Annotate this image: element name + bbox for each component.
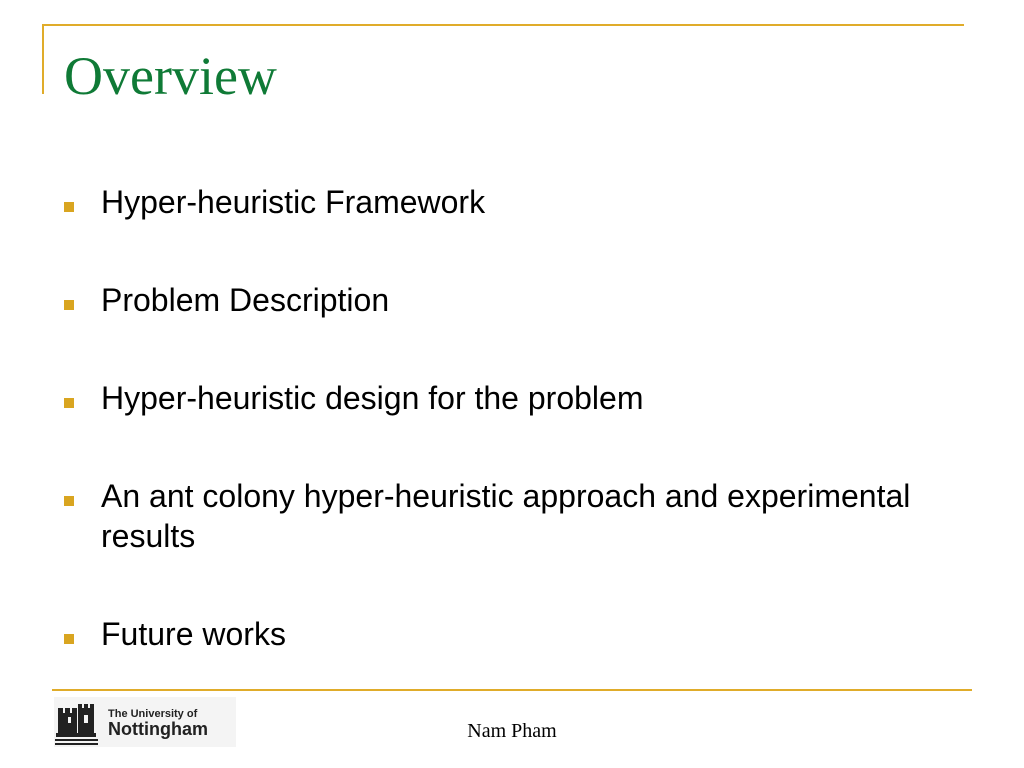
square-bullet-icon bbox=[64, 634, 74, 644]
bullet-text: Hyper-heuristic Framework bbox=[101, 184, 486, 220]
bullet-text: Problem Description bbox=[101, 282, 390, 318]
bullet-item bbox=[64, 182, 964, 222]
bullet-list bbox=[64, 182, 964, 654]
square-bullet-icon bbox=[64, 496, 74, 506]
slide-title: Overview bbox=[64, 46, 277, 106]
bullet-text: An ant colony hyper-heuristic approach and experimental results bbox=[101, 478, 911, 554]
bullet-item bbox=[64, 614, 964, 654]
logo-line2: Nottingham bbox=[108, 719, 208, 739]
logo-line1: The University of bbox=[108, 708, 198, 720]
bullet-item bbox=[64, 476, 964, 556]
title-frame-top-rule bbox=[42, 24, 964, 26]
footer-rule bbox=[52, 689, 972, 691]
university-logo bbox=[54, 697, 236, 747]
bullet-text: Hyper-heuristic design for the problem bbox=[101, 380, 644, 416]
bullet-item bbox=[64, 280, 964, 320]
bullet-item bbox=[64, 378, 964, 418]
square-bullet-icon bbox=[64, 398, 74, 408]
bullet-text: Future works bbox=[101, 616, 286, 652]
author-name: Nam Pham bbox=[467, 720, 557, 742]
title-frame-left-rule bbox=[42, 24, 44, 94]
square-bullet-icon bbox=[64, 300, 74, 310]
square-bullet-icon bbox=[64, 202, 74, 212]
